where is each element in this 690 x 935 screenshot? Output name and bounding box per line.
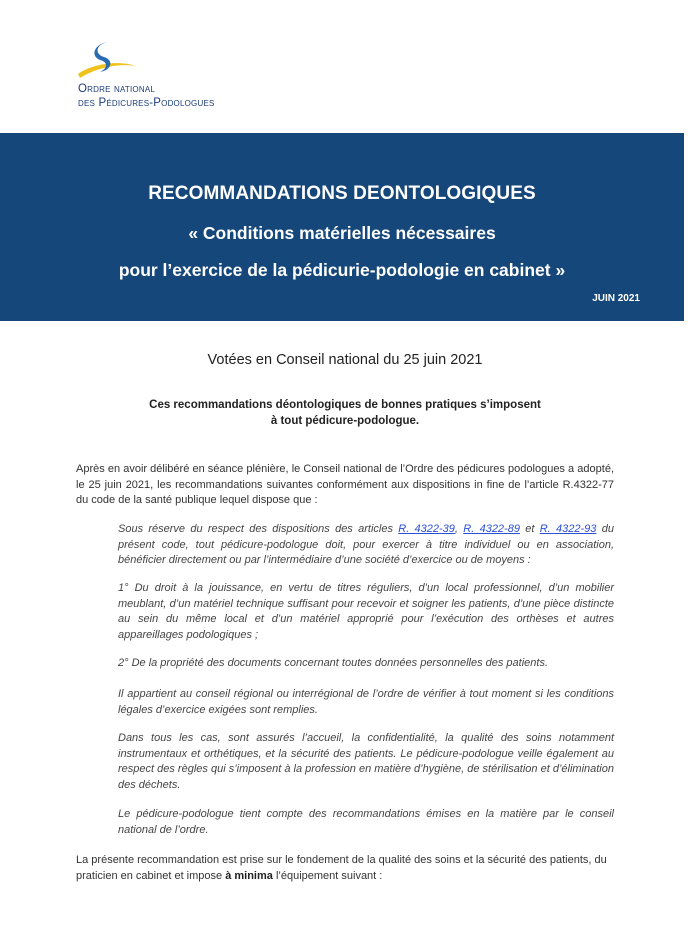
quote-paragraph-6: Le pédicure-podologue tient compte des recommandations émises en la matière par le conseil national de l’ordre.: [118, 808, 614, 836]
org-logo-icon: [74, 38, 144, 84]
document-subtitle-line1: « Conditions matérielles nécessaires: [188, 223, 496, 243]
quote-paragraph-4: Il appartient au conseil régional ou interrégional de l’ordre de vérifier à tout moment si les conditions légales d’exercice exigées sont remplies.: [118, 688, 614, 716]
intro-line2: à tout pédicure-podologue.: [270, 415, 420, 427]
quote-paragraph-3: 2° De la propriété des documents concernant toutes données personnelles des patients.: [118, 657, 549, 669]
article-link-r4322-93[interactable]: R. 4322-93: [539, 523, 597, 535]
closing-after: l’équipement suivant :: [272, 869, 383, 882]
voted-date-heading: Votées en Conseil national du 25 juin 2021: [207, 352, 483, 368]
quote-paragraph-2: 1° Du droit à la jouissance, en vertu de titres réguliers, d’un local professionnel, d’un mobilier meublant, d’un matériel technique suffisant pour recevoir et soigner les patients, d’une pièce distincte au sein du même local et d’un matériel approprié pour l’exécution des orthèses et autres appareillages podologiques ;: [118, 582, 614, 641]
main-paragraph: Après en avoir délibéré en séance plénière, le Conseil national de l’Ordre des pédicures podologues a adopté, le 25 juin 2021, les recommandations suivantes conformément aux dispositions in fine de l’article R.4322-77 du code de la santé publique lequel dispose que :: [76, 463, 614, 506]
title-banner: [0, 133, 684, 321]
intro-statement: [0, 397, 690, 429]
article-link-r4322-89[interactable]: R. 4322-89: [463, 523, 520, 535]
quote-paragraph-1: [118, 522, 614, 569]
org-name-line1: Ordre national: [78, 83, 156, 95]
article-link-r4322-39[interactable]: R. 4322-39: [398, 523, 455, 535]
closing-bold: à minima: [225, 869, 273, 882]
closing-paragraph: [76, 853, 636, 884]
quote1-before: Sous réserve du respect des dispositions des articles: [118, 523, 399, 535]
org-logo: [74, 38, 274, 118]
document-title: RECOMMANDATIONS DEONTOLOGIQUES: [148, 183, 536, 204]
document-date: JUIN 2021: [592, 293, 640, 304]
closing-before: La présente recommandation est prise sur le fondement de la qualité des soins et la sécurité des patients, du praticien en cabinet et impose: [76, 854, 607, 882]
quote1-sep1: ,: [454, 523, 464, 535]
quote-paragraph-5: Dans tous les cas, sont assurés l’accueil, la confidentialité, la qualité des soins notamment instrumentaux et orthétiques, et la sécurité des patients. Le pédicure-podologue veille également au respect des règles qui s’imposent à la profession en matière d’hygiène, de stérilisation et d’élimination des déchets.: [118, 732, 614, 791]
quote1-sep2: et: [519, 523, 540, 535]
org-name-line2: des Pédicures-Podologues: [78, 97, 215, 109]
quote1-after: du présent code, tout pédicure-podologue doit, pour exercer à titre individuel ou en association, bénéficier directement ou par l’intermédiaire d’une société d’exercice ou de moyens :: [118, 523, 614, 566]
document-subtitle-line2: pour l’exercice de la pédicurie-podologie en cabinet »: [118, 260, 566, 280]
intro-line1: Ces recommandations déontologiques de bonnes pratiques s’imposent: [149, 399, 541, 411]
